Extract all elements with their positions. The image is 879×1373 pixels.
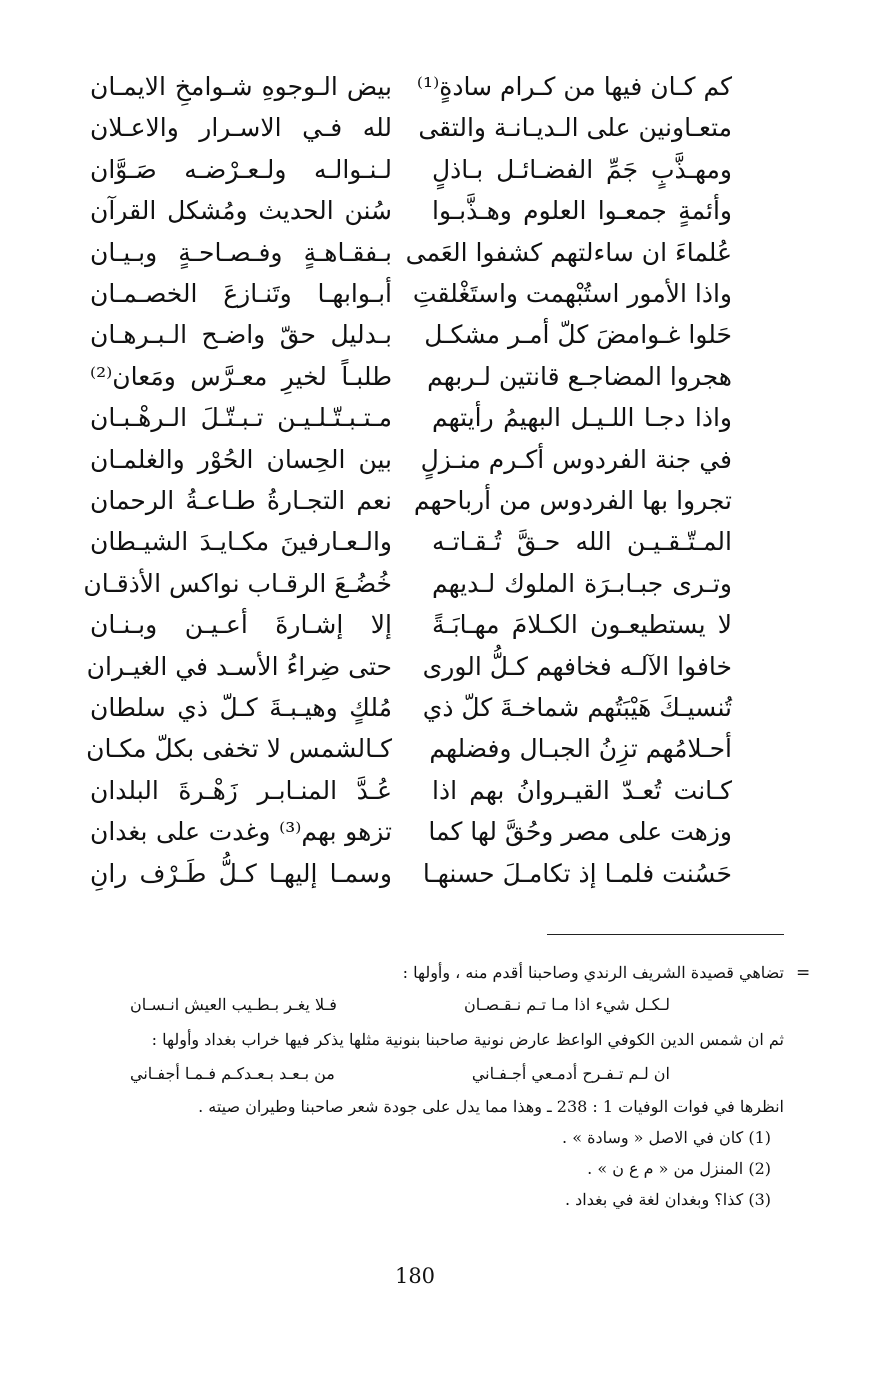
verse (0, 770, 879, 812)
footnote-source: انظرها في فوات الوفيات 1 : 238 ـ وهذا مما يدل على جودة شعر صاحبنا وطيران صيته . (198, 1097, 784, 1116)
verse (0, 521, 879, 563)
verse-first-hemistich: حَلوا غـوامضَ كلّ أمـر مشكـل (424, 320, 732, 349)
verse-first-hemistich: واذا الأمور استُبْهمت واستَغْلقتِ (412, 279, 732, 308)
verse-first-hemistich: حَسُنت فلمـا إذ تكامـلَ حسنهـا (422, 859, 732, 888)
cited-verse-1-second: فـلا يغـر بـطـيب العيش انـسـان (130, 995, 337, 1014)
verse-second-hemistich: حتى ضِراءُ الأسـد في الغيـران (86, 652, 392, 681)
verse (0, 687, 879, 729)
verse-first-hemistich: ومهـذَّبٍ جَمِّ الفضـائـل بـاذلٍ (432, 155, 732, 184)
verse-first-hemistich: في جنة الفردوس أكـرم منـزلٍ (420, 445, 732, 474)
verse-first-hemistich: خافوا الآلـه فخافهم كـلُّ الورى (422, 652, 732, 681)
verse-first-hemistich: أحـلامُهم تزِنُ الجبـال وفضلهم (429, 734, 732, 763)
verse-second-hemistich: أبـوابهـا وتَنـازعَ الخصـمـان (90, 279, 392, 308)
cited-verse-2-second: من بـعـد بـعـدكـم فـمـا أجفـاني (130, 1064, 335, 1083)
verse-second-hemistich: والـعـارفينَ مكـايـدَ الشيـطان (90, 527, 392, 556)
verse-first-hemistich: تجروا بها الفردوس من أرباحهم (413, 486, 732, 515)
verse (0, 853, 879, 895)
verse-first-hemistich: متعـاونين على الـديـانـة والتقى (418, 113, 732, 142)
verse-first-hemistich: كـانت تُعـدّ القيـروانُ بهم اذا (432, 776, 732, 805)
verse-second-hemistich: بين الحِسان الحُوْر والغلمـان (90, 445, 392, 474)
cited-verse-2 (130, 1061, 690, 1087)
verse-second-hemistich: لله فـي الاسـرار والاعـلان (90, 113, 392, 142)
footnote-1: (1) كان في الاصل « وسادة » . (562, 1128, 771, 1147)
verse-first-hemistich: كم كـان فيها من كـرام سادةٍ⁽¹⁾ (416, 72, 732, 101)
cited-verse-2-first: ان لـم تـفـرح أدمـعي أجـفـاني (471, 1064, 670, 1083)
cited-verse-1 (130, 992, 690, 1018)
verse (0, 107, 879, 149)
page-number: 180 (394, 1264, 436, 1288)
footnote-intro: تضاهي قصيدة الشريف الرندي وصاحبنا أقدم منه ، وأولها : (402, 963, 784, 982)
verse-second-hemistich: بيض الـوجوهِ شـوامخِ الايمـان (90, 72, 392, 101)
verse-second-hemistich: بـدليل حقّ واضـح الـبـرهـان (90, 320, 392, 349)
verse (0, 646, 879, 688)
verse (0, 439, 879, 481)
verse-second-hemistich: إلا إشـارةَ أعـيـن وبـنـان (90, 610, 392, 639)
verse (0, 480, 879, 522)
footnote-3: (3) كذا؟ وبغدان لغة في بغداد . (564, 1190, 771, 1209)
verse-first-hemistich: وزهت على مصر وحُقَّ لها كما (428, 817, 732, 846)
verse-second-hemistich: عُـدَّ المنـابـر زَهْـرةَ البلدان (90, 776, 392, 805)
verse-first-hemistich: وأئمةٍ جمعـوا العلوم وهـذَّبـوا (432, 196, 732, 225)
verse-second-hemistich: مـتـبـتّـلـيـن تـبـتّـلَ الـرهْـبـان (90, 403, 392, 432)
verse-second-hemistich: طلبـاً لخيرِ معـرَّس ومَعان⁽²⁾ (90, 362, 392, 391)
verse-second-hemistich: تزهو بهم⁽³⁾ وغدت على بغدان (90, 817, 392, 846)
verse (0, 232, 879, 274)
verse-second-hemistich: خُضُـعَ الرقـاب نواكس الأذقـان (83, 569, 392, 598)
footnote-continuation-marker: = (796, 963, 811, 983)
verse-second-hemistich: مُلكٍ وهيـبـةَ كـلّ ذي سلطان (90, 693, 392, 722)
verse-first-hemistich: وتـرى جبـابـرَة الملوك لـديهم (432, 569, 732, 598)
verse-first-hemistich: واذا دجـا اللـيـل البهيمُ رأيتهم (432, 403, 732, 432)
verse-second-hemistich: نعم التجـارةُ طـاعـةُ الرحمان (90, 486, 392, 515)
verse (0, 273, 879, 315)
verse (0, 563, 879, 605)
verse-second-hemistich: لـنـوالـه ولـعـرْضـه صَـوَّان (90, 155, 392, 184)
footnote-2: (2) المنزل من « م ع ن » . (587, 1159, 771, 1178)
verse-second-hemistich: بـفقـاهـةٍ وفـصـاحـةٍ وبـيـان (90, 238, 392, 267)
verse-second-hemistich: كـالشمس لا تخفى بكلّ مكـان (86, 734, 392, 763)
footnote-note-2: ثم ان شمس الدين الكوفي الواعظ عارض نونية صاحبنا بنونية مثلها يذكر فيها خراب بغداد وأولها : (151, 1030, 784, 1049)
verse (0, 728, 879, 770)
verse-first-hemistich: عُلماءَ ان ساءلتهم كشفوا العَمى (405, 238, 732, 267)
verse (0, 811, 879, 853)
verse-first-hemistich: تُنسيـكَ هَيْبَتُهم شماخـةَ كلّ ذي (422, 693, 732, 722)
verse (0, 66, 879, 108)
verse (0, 190, 879, 232)
verse (0, 314, 879, 356)
verse (0, 397, 879, 439)
verse-second-hemistich: سُنن الحديث ومُشكل القرآن (90, 196, 392, 225)
verse-first-hemistich: هجروا المضاجـع قانتين لـربهم (427, 362, 732, 391)
verse (0, 356, 879, 398)
verse-second-hemistich: وسمـا إليهـا كـلُّ طَـرْف رانِ (90, 859, 392, 888)
verse (0, 149, 879, 191)
footnote-divider (547, 934, 784, 935)
cited-verse-1-first: لـكـل شيء اذا مـا تـم نـقـصـان (464, 995, 670, 1014)
verse-first-hemistich: لا يستطيعـون الكـلامَ مهـابَـةً (432, 610, 732, 639)
verse (0, 604, 879, 646)
verse-first-hemistich: المـتّـقـيـن الله حـقَّ تُـقـاتـه (432, 527, 732, 556)
